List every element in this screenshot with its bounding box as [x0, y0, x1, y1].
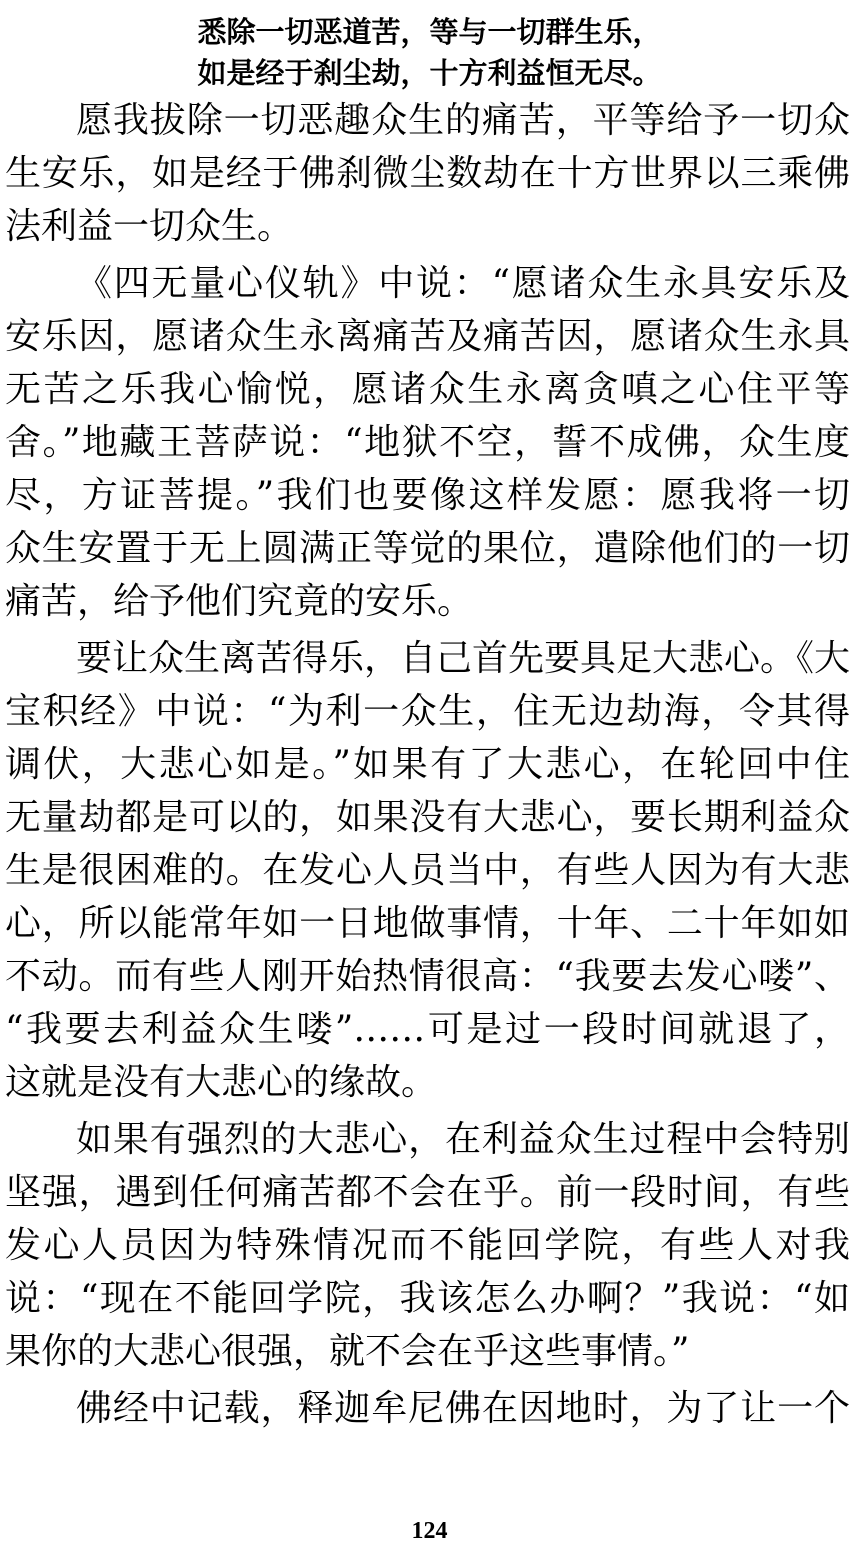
text-line: 生安乐，如是经于佛刹微尘数劫在十方世界以三乘佛: [5, 153, 850, 194]
page-number: 124: [411, 1518, 448, 1544]
text-line: 痛苦，给予他们究竟的安乐。: [5, 581, 474, 622]
text-line: 《四无量心仪轨》中说：“愿诸众生永具安乐及: [76, 263, 850, 304]
text-line: 要让众生离苦得乐，自己首先要具足大悲心。《大: [76, 638, 851, 679]
text-line: 果你的大悲心很强，就不会在乎这些事情。”: [5, 1331, 690, 1372]
text-line: 不动。而有些人刚开始热情很高：“我要去发心喽”、: [5, 956, 850, 997]
text-line: 坚强，遇到任何痛苦都不会在乎。前一段时间，有些: [5, 1172, 850, 1213]
text-line: 法利益一切众生。: [5, 206, 294, 247]
text-line: 说：“现在不能回学院，我该怎么办啊？”我说：“如: [5, 1278, 850, 1319]
text-line: 安乐因，愿诸众生永离痛苦及痛苦因，愿诸众生永具: [5, 316, 850, 357]
verse-line: 如是经于刹尘劫，十方利益恒无尽。: [197, 56, 662, 90]
text-line: 调伏，大悲心如是。”如果有了大悲心，在轮回中住: [5, 744, 850, 785]
text-line: 舍。”地藏王菩萨说：“地狱不空，誓不成佛，众生度: [5, 422, 850, 463]
text-line: 佛经中记载，释迦牟尼佛在因地时，为了让一个: [76, 1388, 850, 1429]
text-line: 众生安置于无上圆满正等觉的果位，遣除他们的一切: [5, 528, 850, 569]
verse-line: 悉除一切恶道苦，等与一切群生乐，: [197, 15, 662, 49]
text-line: 愿我拔除一切恶趣众生的痛苦，平等给予一切众: [76, 100, 850, 141]
text-line: “我要去利益众生喽”……可是过一段时间就退了，: [5, 1009, 850, 1050]
text-line: 如果有强烈的大悲心，在利益众生过程中会特别: [76, 1119, 850, 1160]
text-line: 宝积经》中说：“为利一众生，住无边劫海，令其得: [5, 691, 850, 732]
text-line: 无量劫都是可以的，如果没有大悲心，要长期利益众: [5, 797, 850, 838]
text-line: 心，所以能常年如一日地做事情，十年、二十年如如: [5, 903, 850, 944]
text-line: 生是很困难的。在发心人员当中，有些人因为有大悲: [5, 850, 850, 891]
text-line: 这就是没有大悲心的缘故。: [5, 1062, 438, 1103]
text-line: 尽，方证菩提。”我们也要像这样发愿：愿我将一切: [5, 475, 850, 516]
text-line: 无苦之乐我心愉悦，愿诸众生永离贪嗔之心住平等: [5, 369, 850, 410]
text-line: 发心人员因为特殊情况而不能回学院，有些人对我: [5, 1225, 850, 1266]
